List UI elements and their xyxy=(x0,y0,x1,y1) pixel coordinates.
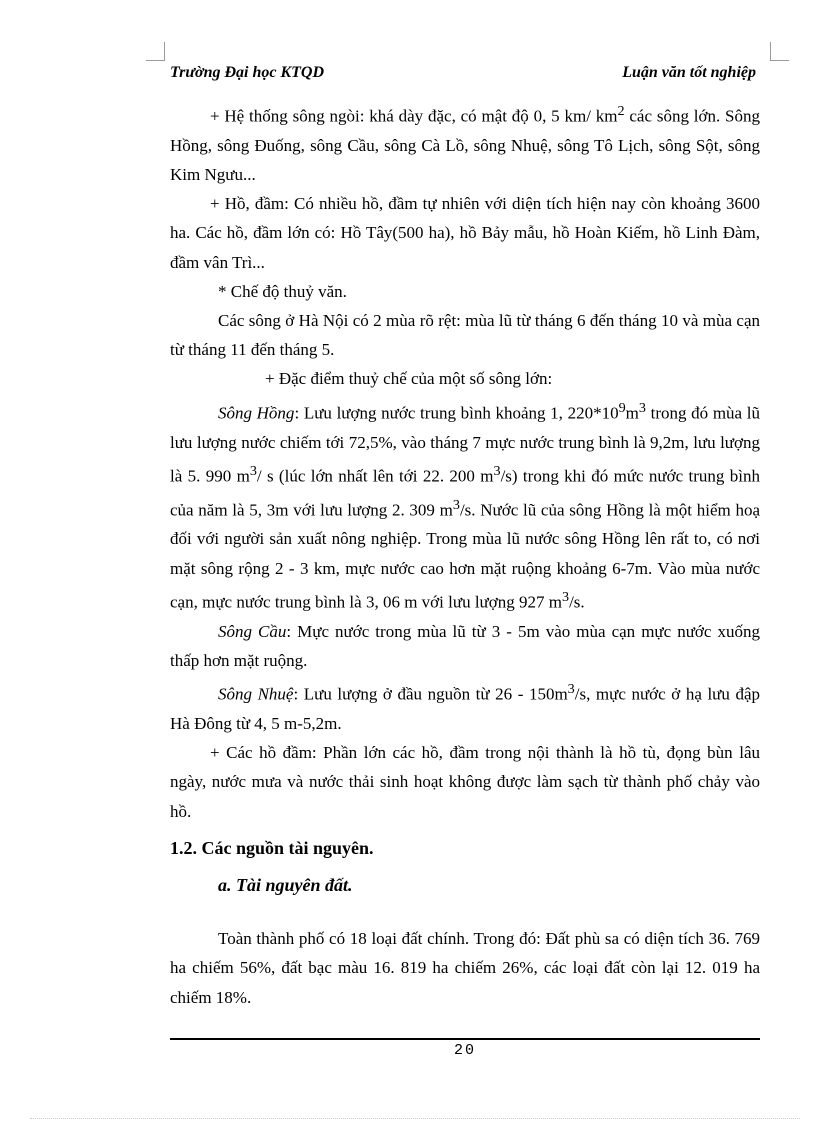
paragraph-hydro-title: * Chế độ thuỷ văn. xyxy=(218,281,347,301)
paragraph-song-cau: Sông Cầu: Mực nước trong mùa lũ từ 3 - 5m vào mùa cạn mực nước xuống thấp hơn mặt ruộng. xyxy=(170,621,760,670)
header-thesis: Luận văn tốt nghiệp xyxy=(622,64,756,81)
paragraph-lakes: + Hồ, đầm: Có nhiều hồ, đầm tự nhiên với diện tích hiện nay còn khoảng 3600 ha. Các hồ, đầm lớn có: Hồ Tây(500 ha), hồ Bảy mẫu, hồ Hoàn Kiếm, hồ Linh Đàm, đầm vân Trì... xyxy=(170,194,760,272)
paragraph-ponds: + Các hồ đầm: Phần lớn các hồ, đầm trong nội thành là hồ tù, đọng bùn lâu ngày, nước mưa và nước thải sinh hoạt không được làm sạch từ thành phố chảy vào hồ. xyxy=(170,743,760,821)
page-edge-dots xyxy=(30,1118,800,1119)
crop-mark-top-left xyxy=(146,42,165,61)
paragraph-seasons: Các sông ở Hà Nội có 2 mùa rõ rệt: mùa lũ từ tháng 6 đến tháng 10 và mùa cạn từ tháng 11 đến tháng 5. xyxy=(170,311,760,360)
footer-rule xyxy=(170,1038,760,1040)
body-text xyxy=(170,97,760,1012)
paragraph-land: Toàn thành phố có 18 loại đất chính. Trong đó: Đất phù sa có diện tích 36. 769 ha chiếm 56%, đất bạc màu 16. 819 ha chiếm 26%, các loại đất còn lại 12. 019 ha chiếm 18%. xyxy=(170,929,760,1007)
crop-mark-top-right xyxy=(770,42,789,61)
page-number: 20 xyxy=(453,1042,476,1059)
header-school: Trường Đại học KTQD xyxy=(170,64,325,81)
subsection-heading: a. Tài nguyên đất. xyxy=(218,875,353,896)
paragraph-song-hong: Sông Hồng: Lưu lượng nước trung bình khoảng 1, $220*10^9m^3$ trong đó mùa lũ lưu lượng nước chiếm tới 72,5%, vào tháng 7 mực nước trung bình là 9,2m, lưu lượng là 5. 990 $m^3/$ s (lúc lớn nhất lên tới 22. 200 $m^3/s$) trong khi đó mức nước trung bình của năm là 5, 3m với lưu lượng 2. 309 $m^3/s$. Nước lũ của sông Hồng là một hiểm hoạ đối với người sản xuất nông nghiệp. Trong mùa lũ nước sông Hồng lên rất to, có nơi mặt sông rộng 2 - 3 km, mực nước cao hơn mặt ruộng khoảng 6-7m. Vào mùa nước cạn, mực nước trung bình là 3, 06 m với lưu lượng 927 $m^3/s$. xyxy=(170,399,760,612)
section-heading: 1.2. Các nguồn tài nguyên. xyxy=(170,837,374,858)
paragraph-song-nhue: Sông Nhuệ: Lưu lượng ở đầu nguồn từ $26 - 150m^3/s$, mực nước ở hạ lưu đập Hà Đông từ 4, 5 m-5,2m. xyxy=(170,681,760,733)
paragraph-rivers: + Hệ thống sông ngòi: khá dày đặc, có mật độ 0, 5 km/ $km^2$ các sông lớn. Sông Hồng, sông Đuống, sông Cầu, sông Cà Lồ, sông Nhuệ, sông Tô Lịch, sông Sột, sông Kim Ngưu... xyxy=(170,103,760,185)
paragraph-river-features: + Đặc điểm thuỷ chế của một số sông lớn: xyxy=(265,369,553,389)
